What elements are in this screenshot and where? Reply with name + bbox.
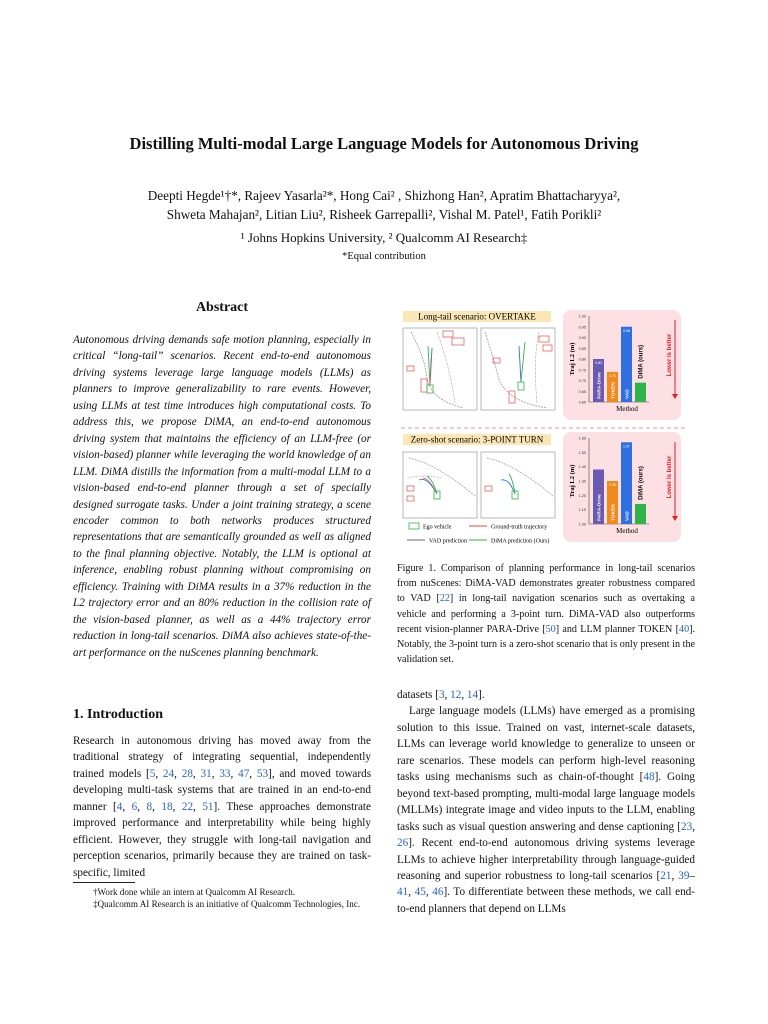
bar-category-label: PARA-Drive bbox=[597, 494, 603, 521]
y-tick-label: 1.40 bbox=[578, 465, 586, 470]
footnote-qualcomm: ‡Qualcomm AI Research is an initiative of Qualcomm Technologies, Inc. bbox=[93, 899, 361, 910]
abstract-text: Autonomous driving demands safe motion planning, especially in critical “long-tail” scenarios. Recent end-to-end autonomous driving systems leverage large language models (LLMs) as planners to improve generalizability to rare events. However, using LLMs at test time introduces high computational costs. To address this, we propose DiMA, an end-to-end autonomous driving system that maintains the efficiency of an LLM-free (or vision-based) planner while leveraging the world knowledge of an LLM. DiMA distills the information from a multi-modal LLM to a vision-based end-to-end planner through a set of specially designed surrogate tasks. Under a joint training strategy, a scene encoder common to both networks produces structured representations that are semantically grounded as well as aligned to the final planning objective. Notably, the LLM is optional at inference, enabling robust planning without compromising on efficiency. Training with DiMA results in a 37% reduction in the L2 trajectory error and an 80% reduction in the collision rate of the vision-based planner, as well as a 44% trajectory error reduction in long-tail scenarios. DiMA also achieves state-of-the-art performance on the nuScenes planning benchmark. bbox=[73, 334, 371, 659]
y-tick-label: 1.30 bbox=[578, 479, 586, 484]
citation-link[interactable]: 33 bbox=[219, 767, 231, 780]
equal-contribution-note: *Equal contribution bbox=[342, 251, 426, 262]
paragraph-continuation: datasets [3, 12, 14]. bbox=[397, 689, 485, 701]
y-tick-label: 1.60 bbox=[578, 436, 586, 441]
caption-text: Figure 1. Comparison of planning performance in long-tail scenarios from nuScenes: DiMA-VAD demonstrates greater robustness compared to VAD [ bbox=[397, 563, 695, 605]
citation-link[interactable]: 21 bbox=[660, 869, 672, 882]
figure-1 bbox=[397, 308, 697, 553]
caption-text: ] and LLM planner TOKEN [ bbox=[555, 623, 680, 635]
y-tick-label: 1.50 bbox=[578, 450, 586, 455]
bar-category-label: DiMA (ours) bbox=[638, 344, 645, 379]
citation-link[interactable]: 45 bbox=[414, 886, 426, 899]
y-tick-label: 0.85 bbox=[578, 346, 586, 351]
caption-text: ]. Notably, the 3-point turn is a zero-shot scenario that is only present in the validation set. bbox=[397, 623, 695, 666]
y-tick-label: 0.65 bbox=[578, 389, 586, 394]
x-axis-label: Method bbox=[616, 405, 638, 413]
turn-scene-1 bbox=[403, 452, 477, 518]
bar-value-label: 1.57 bbox=[623, 444, 630, 449]
y-tick-label: 0.80 bbox=[578, 357, 586, 362]
citation-link[interactable]: 6 bbox=[131, 800, 138, 813]
intro-heading: 1. Introduction bbox=[73, 707, 163, 722]
citation-link[interactable]: 39 bbox=[678, 869, 690, 882]
citation-link[interactable]: 24 bbox=[162, 767, 175, 780]
citation-link[interactable]: 22 bbox=[181, 800, 194, 813]
citation-link[interactable]: 40 bbox=[679, 623, 690, 635]
bar-dima-ours- bbox=[635, 504, 646, 524]
caption-text: ] in long-tail navigation scenarios such as overtaking a vehicle and performing a 3-point turn. DiMA-VAD also outperforms recent vision-planner PARA-Drive [ bbox=[397, 593, 695, 635]
bar-dima-ours- bbox=[635, 383, 646, 402]
legend-gt-label: Ground-truth trajectory bbox=[491, 524, 548, 531]
footnote-rule bbox=[73, 882, 135, 883]
y-tick-label: 0.70 bbox=[578, 379, 586, 383]
intro-paragraph: Research in autonomous driving has moved away from the traditional strategy of integrating sequential, independently trained models [5, 24, 28, 31, 33, 47, 53], and moved towards developing multi-task systems that are trained in an end-to-end manner [4, 6, 8, 18, 22, 51]. These approaches demonstrate improved performance and interpretability while being highly efficient. However, they struggle with long-tail navigation and perception scenarios, primarily because they are trained on task-specific, limited bbox=[73, 735, 372, 879]
y-tick-label: 1.00 bbox=[578, 522, 586, 527]
citation-link[interactable]: 41 bbox=[397, 886, 409, 899]
intro-text: ]. These approaches demonstrate improved performance and interpretability while being highly efficient. However, they struggle with long-tail navigation and perception scenarios, primarily because they are trained on task-specific, limited bbox=[73, 800, 371, 879]
citation-link[interactable]: 46 bbox=[432, 886, 444, 899]
bar-category-label: PARA-Drive bbox=[597, 372, 603, 399]
lower-better-label: Lower is better bbox=[667, 333, 673, 377]
y-tick-label: 1.10 bbox=[578, 508, 586, 513]
citation-link[interactable]: 22 bbox=[439, 593, 450, 605]
bar-value-label: 0.74 bbox=[609, 373, 616, 378]
right-column-text bbox=[397, 687, 695, 917]
body-text: datasets [ bbox=[397, 689, 439, 701]
citation-link[interactable]: 23 bbox=[681, 820, 693, 833]
citation-link[interactable]: 12 bbox=[450, 689, 462, 701]
bar-category-label: TOKEN bbox=[611, 382, 617, 399]
citation-link[interactable]: 51 bbox=[202, 800, 214, 813]
author-list bbox=[60, 186, 708, 224]
citation-link[interactable]: 53 bbox=[256, 767, 269, 780]
intro-text: Research in autonomous driving has moved away from the traditional strategy of integrating sequential, independently trained models [ bbox=[73, 735, 371, 780]
intro-text: ], and moved towards developing multi-task systems that are trained in an end-to-end manner [ bbox=[73, 767, 372, 813]
y-axis-label: Traj L2 (m) bbox=[569, 464, 576, 498]
y-tick-label: 0.75 bbox=[578, 368, 586, 373]
y-tick-label: 1.00 bbox=[578, 314, 586, 319]
y-tick-label: 0.90 bbox=[578, 336, 586, 340]
y-tick-label: 0.60 bbox=[578, 400, 586, 405]
citation-link[interactable]: 26 bbox=[397, 837, 409, 850]
legend-ego-swatch bbox=[409, 523, 419, 529]
bar-category-label: VAD bbox=[625, 389, 631, 399]
citation-link[interactable]: 8 bbox=[146, 800, 153, 813]
legend-dima-label: DiMA prediction (Ours) bbox=[491, 538, 550, 545]
y-tick-label: 1.20 bbox=[578, 493, 586, 498]
citation-link[interactable]: 50 bbox=[545, 623, 556, 635]
body-text: ]. To differentiate between these methods, we call end-to-end planners that depend on LLMs bbox=[397, 886, 695, 915]
overtake-scene-2 bbox=[481, 328, 555, 410]
paragraph-llms: Large language models (LLMs) have emerged as a promising solution to this issue. Trained on vast, internet-scale datasets, LLMs can leverage world knowledge to generalize to unseen or rare scenarios. These models can perform high-level reasoning tasks using mechanisms such as chain-of-thought [48]. Going beyond text-based prompting, multi-modal large language models (MLLMs) integrate image and video inputs to the LLM, enabling tasks such as visual question answering and dense captioning [23, 26]. Recent end-to-end autonomous driving systems leverage LLMs to achieve higher interpretability through language-guided reasoning and superior robustness to long-tail scenarios [21, 39–41, 45, 46]. To differentiate between these methods, we call end-to-end planners that depend on LLMs bbox=[397, 705, 696, 915]
figure-1-caption bbox=[397, 561, 695, 667]
bar-value-label: 0.96 bbox=[623, 328, 630, 333]
paper-title: Distilling Multi-modal Large Language Models for Autonomous Driving bbox=[129, 134, 639, 153]
author-line-2: Shweta Mahajan², Litian Liu², Risheek Garrepalli², Vishal M. Patel¹, Fatih Porikli² bbox=[166, 207, 602, 222]
body-text: ]. bbox=[478, 689, 485, 701]
overtake-scene-1 bbox=[403, 328, 477, 410]
citation-link[interactable]: 47 bbox=[238, 767, 250, 780]
footnotes bbox=[73, 886, 371, 911]
body-text: ]. Recent end-to-end autonomous driving systems leverage LLMs to achieve higher interpretability through language-guided reasoning and superior robustness to long-tail scenarios [ bbox=[397, 837, 695, 882]
citation-link[interactable]: 4 bbox=[116, 800, 123, 813]
bar-value-label: 1.30 bbox=[609, 483, 616, 487]
abstract-heading: Abstract bbox=[195, 300, 249, 315]
affiliations: ¹ Johns Hopkins University, ² Qualcomm AI Research‡ bbox=[240, 230, 528, 245]
body-text: ]. Going beyond text-based prompting, multi-modal large language models (MLLMs) integrate image and video inputs to the LLM, enabling tasks such as visual question answering and dense captioning [ bbox=[397, 771, 696, 833]
citation-link[interactable]: 5 bbox=[149, 767, 156, 780]
bar-category-label: DiMA (ours) bbox=[638, 466, 645, 500]
y-tick-label: 0.95 bbox=[578, 325, 586, 330]
bar-category-label: TOKEN bbox=[611, 504, 617, 521]
legend-ego-label: Ego vehicle bbox=[423, 524, 452, 531]
bar-value-label: 0.82 bbox=[595, 361, 602, 365]
body-text: Large language models (LLMs) have emerged as a promising solution to this issue. Trained on vast, internet-scale datasets, LLMs can leverage world knowledge to generalize to unseen or rare scenarios. These models can perform high-level reasoning tasks using mechanisms such as chain-of-thought [ bbox=[397, 705, 695, 784]
bar-category-label: VAD bbox=[625, 511, 631, 521]
legend-vad-label: VAD prediction bbox=[429, 538, 468, 545]
lower-better-label: Lower is better bbox=[667, 455, 673, 499]
citation-link[interactable]: 28 bbox=[181, 767, 193, 780]
y-axis-label: Traj L2 (m) bbox=[569, 342, 576, 376]
citation-link[interactable]: 48 bbox=[643, 771, 655, 784]
panel-1-title: Long-tail scenario: OVERTAKE bbox=[418, 311, 536, 322]
author-line-1: Deepti Hegde¹†*, Rajeev Yasarla²*, Hong Cai² , Shizhong Han², Apratim Bhattacharyya², bbox=[147, 188, 621, 203]
x-axis-label: Method bbox=[616, 527, 638, 535]
citation-link[interactable]: 3 bbox=[438, 689, 445, 701]
figure-1-graphic bbox=[397, 308, 697, 553]
turn-scene-2 bbox=[481, 452, 555, 518]
citation-link[interactable]: 31 bbox=[200, 767, 212, 780]
figure-legend bbox=[407, 523, 549, 545]
citation-link[interactable]: 14 bbox=[466, 689, 479, 701]
citation-link[interactable]: 18 bbox=[161, 800, 173, 813]
footnote-intern: †Work done while an intern at Qualcomm AI Research. bbox=[93, 887, 296, 897]
panel-2-title: Zero-shot scenario: 3-POINT TURN bbox=[410, 434, 544, 445]
